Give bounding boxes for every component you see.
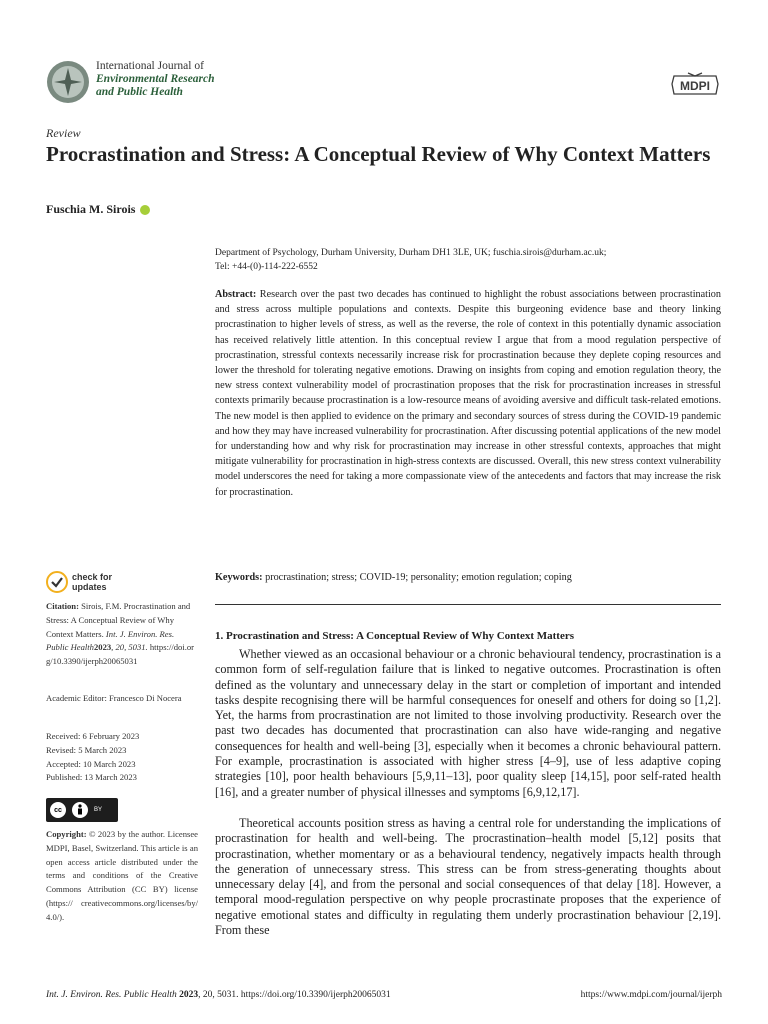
- abstract-text: Research over the past two decades has continued to highlight the robust associations between procrastination and stress across multiple populations and contexts. Despite this burgeoning evidence base and theory linking procrastination to higher levels of stress, as well as the reverse, the role of context in this potentially dynamic association has received relatively little attention. In this conceptual review I argue that from a mood regulation perspective of procrastination, stressful contexts necessarily increase risk for procrastination because they deplete coping resources and lower the threshold for tolerating negative emotions. Drawing on insights from coping and emotion regulation theory, the new stress context vulnerability model of procrastination proposes that the risk for procrastination increases in stressful contexts primarily because procrastination is a low-resource means of avoiding aversive and difficult task-related emotions. The new model is then applied to evidence on the primary and secondary sources of stress during the COVID-19 pandemic and how they may have increased vulnerability for procrastination. After discussing potential applications of the new model for understanding how and why risk for procrastination may increase in other stressful contexts, approaches that might mitigate vulnerability for procrastination in high-stress contexts are discussed. Overall, this new stress context vulnerability model underscores the need for taking a more compassionate view of the antecedents and factors that may increase the risk for procrastination.: [215, 289, 721, 498]
- citation-doi[interactable]: https://doi.org/10.3390/ijerph20065031: [46, 642, 195, 667]
- mdpi-logo: [668, 72, 722, 103]
- cc-by-text: BY: [94, 807, 103, 813]
- date-received: Received: 6 February 2023: [46, 731, 140, 741]
- footer-citation: [46, 990, 391, 1000]
- paragraph-2-text: Theoretical accounts position stress as having a central role for understanding the implications of procrastination for health and well-being. The procrastination–health model [5,12] posits that procrastination, whether momentary or as a behavioural tendency, negatively impacts health through the generation of unnecessary stress. This stress can be from stress-generating thoughts about unnecessary delay [4], and from the personal and social consequences of that delay [18]. However, a temporal mood-regulation perspective on why people procrastinate proposes that the experience of negative emotional states and difficulty in regulating them underly procrastination behaviour [2,19]. From these: [215, 816, 721, 938]
- copyright-text: © 2023 by the author. Licensee MDPI, Basel, Switzerland. This article is an open access article distributed under the terms and conditions of the Creative Commons Attribution (CC BY) license (https:// creativecommons.org/licenses/by/ 4.0/).: [46, 829, 198, 922]
- article-title: Procrastination and Stress: A Conceptual Review of Why Context Matters: [46, 142, 711, 166]
- affiliation: [215, 246, 720, 274]
- check-for-updates-button[interactable]: [46, 571, 112, 593]
- mdpi-logo-text: MDPI: [680, 79, 710, 93]
- abstract-label: Abstract:: [215, 289, 257, 300]
- journal-name-line1: International Journal of: [96, 60, 204, 72]
- check-updates-line1: check for: [72, 572, 113, 582]
- date-accepted: Accepted: 10 March 2023: [46, 758, 136, 769]
- author-name: Fuschia M. Sirois: [46, 202, 136, 216]
- copyright-label: Copyright:: [46, 829, 87, 839]
- footer: [46, 990, 722, 1000]
- editor-label: Academic Editor:: [46, 693, 107, 703]
- citation: [46, 600, 198, 669]
- divider: [215, 604, 721, 605]
- citation-journal: Int. J. Environ. Res. Public Health: [46, 628, 175, 653]
- body-paragraph-1: [215, 647, 721, 800]
- journal-logo: [46, 60, 90, 104]
- keywords-text: procrastination; stress; COVID-19; personality; emotion regulation; coping: [265, 572, 572, 583]
- abstract: [215, 287, 721, 500]
- date-revised: Revised: 5 March 2023: [46, 744, 127, 755]
- check-updates-icon: [46, 571, 68, 593]
- orcid-icon[interactable]: [140, 205, 150, 215]
- citation-vol: , 20, 5031.: [111, 642, 148, 653]
- citation-year: 2023: [93, 642, 112, 653]
- keywords-label: Keywords:: [215, 572, 263, 583]
- attribution-icon: [72, 802, 88, 818]
- footer-year: 2023: [179, 990, 199, 1000]
- copyright: [46, 828, 198, 925]
- journal-name: [96, 60, 215, 99]
- editor-name: Francesco Di Nocera: [109, 693, 182, 703]
- cc-icon: cc: [50, 802, 66, 818]
- footer-url[interactable]: https://www.mdpi.com/journal/ijerph: [580, 990, 722, 1000]
- affiliation-line2: Tel: +44-(0)-114-222-6552: [215, 262, 318, 272]
- journal-name-line3: and Public Health: [96, 86, 183, 98]
- date-published: Published: 13 March 2023: [46, 772, 137, 783]
- author: [46, 202, 150, 217]
- affiliation-line1: Department of Psychology, Durham University, Durham DH1 3LE, UK; fuschia.sirois@durham.ac.uk;: [215, 248, 607, 258]
- footer-journal: Int. J. Environ. Res. Public Health: [46, 990, 177, 1000]
- dates: [46, 730, 198, 785]
- paragraph-1-text: Whether viewed as an occasional behaviour or a chronic behavioural tendency, procrastination is a common form of self-regulation failure that is linked to negative outcomes. Procrastination is often defined as the voluntary and unnecessary delay in the start or completion of important and intended tasks despite recognising there will be harmful consequences for oneself and others for doing so [1,2]. Yet, the harms from procrastination are not limited to those involving productivity. Research over the past two decades has documented that procrastination can also have wide-ranging and negative consequences for health and well-being [3], especially when it becomes a chronic behavioural pattern. For example, procrastination is associated with higher stress [4–9], use of less adaptive coping strategies [10], poor health behaviours [5,9,11–13], poor quality sleep [14,15], poor self-rated health [16], and a greater number of physical illnesses and symptoms [6,9,12,17].: [215, 647, 721, 799]
- keywords: [215, 570, 721, 585]
- body-paragraph-2: [215, 816, 721, 938]
- section-heading: 1. Procrastination and Stress: A Conceptual Review of Why Context Matters: [215, 630, 575, 642]
- journal-name-line2: Environmental Research: [96, 73, 215, 85]
- academic-editor: [46, 692, 198, 706]
- citation-label: Citation:: [46, 601, 79, 611]
- citation-text: Sirois, F.M. Procrastination and Stress: A Conceptual Review of Why Context Matters.: [46, 601, 191, 639]
- article-type: Review: [46, 126, 81, 140]
- footer-rest: , 20, 5031. https://doi.org/10.3390/ijerph20065031: [198, 990, 391, 1000]
- cc-by-license-badge[interactable]: [46, 798, 118, 822]
- check-updates-line2: updates: [72, 582, 107, 592]
